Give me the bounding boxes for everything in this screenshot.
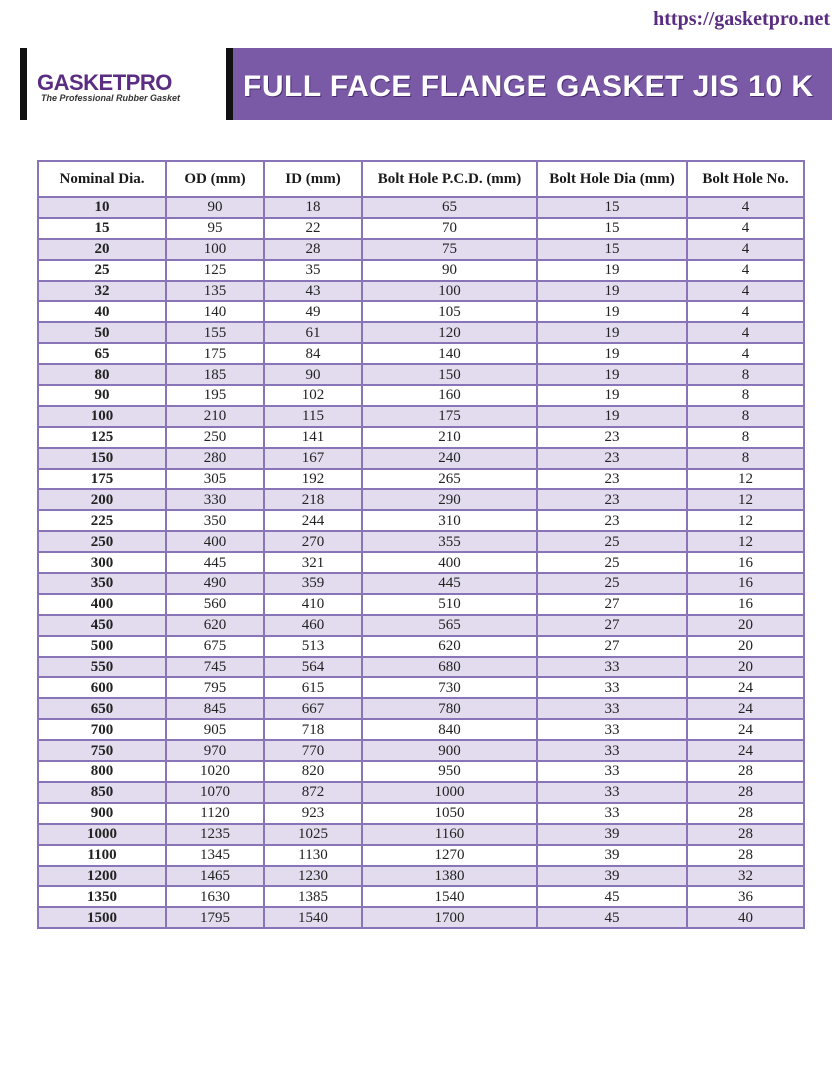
cell-bolt-hole-dia: 33 [537,761,687,782]
table-row [38,406,804,427]
table-row [38,427,804,448]
cell-od: 560 [166,594,264,615]
cell-od: 1795 [166,907,264,928]
table-row [38,698,804,719]
cell-pcd: 175 [362,406,537,427]
table-row [38,531,804,552]
table-row [38,740,804,761]
cell-pcd: 445 [362,573,537,594]
cell-od: 95 [166,218,264,239]
cell-bolt-hole-dia: 19 [537,281,687,302]
cell-id: 1230 [264,866,362,887]
cell-id: 770 [264,740,362,761]
cell-pcd: 75 [362,239,537,260]
cell-pcd: 400 [362,552,537,573]
cell-bolt-hole-dia: 39 [537,845,687,866]
cell-id: 102 [264,385,362,406]
table-row [38,489,804,510]
table-row [38,322,804,343]
cell-od: 1070 [166,782,264,803]
cell-bolt-hole-no: 4 [687,197,804,218]
table-row [38,657,804,678]
cell-id: 43 [264,281,362,302]
cell-od: 330 [166,489,264,510]
header-banner [20,48,832,120]
cell-bolt-hole-no: 16 [687,594,804,615]
cell-bolt-hole-no: 24 [687,698,804,719]
cell-nominal-dia: 150 [38,448,166,469]
cell-pcd: 680 [362,657,537,678]
table-row [38,866,804,887]
table-row [38,385,804,406]
cell-bolt-hole-no: 24 [687,719,804,740]
table-row [38,364,804,385]
cell-id: 1130 [264,845,362,866]
cell-nominal-dia: 125 [38,427,166,448]
cell-pcd: 1540 [362,886,537,907]
cell-bolt-hole-no: 28 [687,845,804,866]
cell-bolt-hole-dia: 33 [537,782,687,803]
table-row [38,218,804,239]
cell-id: 244 [264,510,362,531]
cell-bolt-hole-dia: 23 [537,427,687,448]
cell-bolt-hole-dia: 15 [537,218,687,239]
table-row [38,845,804,866]
cell-bolt-hole-dia: 19 [537,385,687,406]
cell-nominal-dia: 400 [38,594,166,615]
cell-bolt-hole-no: 24 [687,677,804,698]
cell-pcd: 65 [362,197,537,218]
cell-od: 100 [166,239,264,260]
cell-id: 141 [264,427,362,448]
table-row [38,824,804,845]
cell-od: 1235 [166,824,264,845]
cell-pcd: 1160 [362,824,537,845]
cell-pcd: 105 [362,301,537,322]
cell-pcd: 290 [362,489,537,510]
cell-pcd: 240 [362,448,537,469]
cell-id: 321 [264,552,362,573]
cell-id: 61 [264,322,362,343]
cell-od: 675 [166,636,264,657]
cell-od: 1120 [166,803,264,824]
table-row [38,803,804,824]
cell-od: 490 [166,573,264,594]
cell-bolt-hole-no: 4 [687,281,804,302]
cell-nominal-dia: 1500 [38,907,166,928]
cell-id: 84 [264,343,362,364]
cell-nominal-dia: 100 [38,406,166,427]
cell-pcd: 210 [362,427,537,448]
cell-id: 564 [264,657,362,678]
cell-nominal-dia: 900 [38,803,166,824]
cell-pcd: 730 [362,677,537,698]
cell-bolt-hole-no: 4 [687,218,804,239]
table-row [38,636,804,657]
cell-nominal-dia: 225 [38,510,166,531]
cell-id: 18 [264,197,362,218]
cell-od: 195 [166,385,264,406]
cell-bolt-hole-no: 20 [687,636,804,657]
cell-id: 359 [264,573,362,594]
cell-bolt-hole-no: 4 [687,301,804,322]
logo-brand-name: GASKETPRO [37,70,172,95]
cell-nominal-dia: 350 [38,573,166,594]
cell-bolt-hole-no: 16 [687,573,804,594]
cell-bolt-hole-no: 8 [687,427,804,448]
cell-pcd: 310 [362,510,537,531]
header-bolt-hole-no: Bolt Hole No. [687,161,804,197]
cell-od: 305 [166,469,264,490]
cell-pcd: 950 [362,761,537,782]
cell-nominal-dia: 80 [38,364,166,385]
cell-id: 923 [264,803,362,824]
cell-id: 718 [264,719,362,740]
cell-bolt-hole-no: 8 [687,406,804,427]
cell-bolt-hole-dia: 33 [537,740,687,761]
cell-id: 513 [264,636,362,657]
table-row [38,552,804,573]
table-row [38,281,804,302]
cell-pcd: 620 [362,636,537,657]
cell-id: 167 [264,448,362,469]
cell-od: 620 [166,615,264,636]
cell-bolt-hole-dia: 15 [537,197,687,218]
cell-bolt-hole-dia: 33 [537,698,687,719]
cell-bolt-hole-no: 4 [687,322,804,343]
cell-bolt-hole-no: 32 [687,866,804,887]
cell-bolt-hole-dia: 19 [537,406,687,427]
cell-bolt-hole-dia: 39 [537,866,687,887]
table-row [38,469,804,490]
cell-bolt-hole-dia: 25 [537,531,687,552]
cell-bolt-hole-dia: 27 [537,615,687,636]
header-id: ID (mm) [264,161,362,197]
cell-bolt-hole-dia: 19 [537,343,687,364]
table-header-row [38,161,804,197]
cell-nominal-dia: 175 [38,469,166,490]
table-row [38,260,804,281]
cell-pcd: 900 [362,740,537,761]
cell-id: 49 [264,301,362,322]
cell-pcd: 1270 [362,845,537,866]
cell-bolt-hole-dia: 19 [537,301,687,322]
cell-nominal-dia: 450 [38,615,166,636]
cell-od: 905 [166,719,264,740]
cell-bolt-hole-dia: 19 [537,322,687,343]
cell-od: 280 [166,448,264,469]
cell-od: 970 [166,740,264,761]
cell-pcd: 90 [362,260,537,281]
cell-id: 872 [264,782,362,803]
cell-bolt-hole-dia: 27 [537,594,687,615]
table-row [38,886,804,907]
cell-id: 667 [264,698,362,719]
cell-nominal-dia: 15 [38,218,166,239]
cell-pcd: 150 [362,364,537,385]
cell-bolt-hole-dia: 15 [537,239,687,260]
cell-nominal-dia: 50 [38,322,166,343]
cell-pcd: 100 [362,281,537,302]
cell-bolt-hole-dia: 33 [537,719,687,740]
cell-nominal-dia: 200 [38,489,166,510]
cell-nominal-dia: 500 [38,636,166,657]
cell-od: 400 [166,531,264,552]
table-row [38,719,804,740]
table-row [38,677,804,698]
table-row [38,343,804,364]
cell-bolt-hole-no: 24 [687,740,804,761]
banner-divider-left [20,48,27,120]
cell-id: 35 [264,260,362,281]
cell-bolt-hole-no: 28 [687,782,804,803]
table-body [38,197,804,928]
cell-id: 1540 [264,907,362,928]
cell-pcd: 780 [362,698,537,719]
cell-od: 250 [166,427,264,448]
cell-nominal-dia: 1100 [38,845,166,866]
cell-pcd: 1050 [362,803,537,824]
cell-nominal-dia: 10 [38,197,166,218]
cell-bolt-hole-no: 36 [687,886,804,907]
cell-bolt-hole-dia: 23 [537,510,687,531]
cell-bolt-hole-no: 20 [687,615,804,636]
cell-od: 1465 [166,866,264,887]
cell-id: 615 [264,677,362,698]
cell-nominal-dia: 300 [38,552,166,573]
cell-bolt-hole-dia: 19 [537,364,687,385]
cell-od: 1345 [166,845,264,866]
cell-od: 125 [166,260,264,281]
cell-od: 185 [166,364,264,385]
cell-bolt-hole-dia: 25 [537,573,687,594]
cell-bolt-hole-no: 12 [687,510,804,531]
cell-id: 820 [264,761,362,782]
cell-nominal-dia: 25 [38,260,166,281]
cell-bolt-hole-no: 8 [687,385,804,406]
cell-pcd: 565 [362,615,537,636]
logo-tagline: The Professional Rubber Gasket [41,93,181,103]
cell-bolt-hole-no: 8 [687,364,804,385]
table-row [38,197,804,218]
cell-bolt-hole-no: 28 [687,803,804,824]
cell-pcd: 840 [362,719,537,740]
cell-bolt-hole-dia: 33 [537,803,687,824]
cell-pcd: 160 [362,385,537,406]
cell-bolt-hole-no: 8 [687,448,804,469]
cell-id: 1385 [264,886,362,907]
cell-nominal-dia: 1200 [38,866,166,887]
cell-bolt-hole-dia: 23 [537,469,687,490]
cell-id: 460 [264,615,362,636]
brand-logo [27,48,226,120]
cell-od: 1630 [166,886,264,907]
cell-nominal-dia: 550 [38,657,166,678]
cell-od: 1020 [166,761,264,782]
cell-nominal-dia: 650 [38,698,166,719]
cell-bolt-hole-no: 40 [687,907,804,928]
cell-pcd: 1000 [362,782,537,803]
cell-id: 22 [264,218,362,239]
cell-bolt-hole-no: 12 [687,489,804,510]
website-url[interactable]: https://gasketpro.net [653,8,830,30]
cell-pcd: 1700 [362,907,537,928]
cell-bolt-hole-dia: 33 [537,657,687,678]
cell-nominal-dia: 700 [38,719,166,740]
table-row [38,782,804,803]
cell-id: 115 [264,406,362,427]
cell-nominal-dia: 1000 [38,824,166,845]
cell-bolt-hole-dia: 25 [537,552,687,573]
table-row [38,510,804,531]
cell-nominal-dia: 20 [38,239,166,260]
cell-bolt-hole-dia: 45 [537,886,687,907]
cell-id: 410 [264,594,362,615]
cell-od: 175 [166,343,264,364]
cell-nominal-dia: 250 [38,531,166,552]
cell-id: 192 [264,469,362,490]
table-row [38,907,804,928]
cell-od: 350 [166,510,264,531]
cell-bolt-hole-dia: 33 [537,677,687,698]
cell-pcd: 510 [362,594,537,615]
cell-od: 90 [166,197,264,218]
cell-bolt-hole-no: 4 [687,343,804,364]
cell-bolt-hole-no: 4 [687,239,804,260]
cell-pcd: 140 [362,343,537,364]
cell-id: 1025 [264,824,362,845]
cell-pcd: 1380 [362,866,537,887]
table-row [38,448,804,469]
header-od: OD (mm) [166,161,264,197]
cell-nominal-dia: 850 [38,782,166,803]
table-row [38,761,804,782]
cell-od: 135 [166,281,264,302]
cell-od: 795 [166,677,264,698]
cell-od: 845 [166,698,264,719]
cell-id: 218 [264,489,362,510]
cell-bolt-hole-no: 16 [687,552,804,573]
cell-bolt-hole-dia: 45 [537,907,687,928]
table-row [38,594,804,615]
cell-bolt-hole-no: 12 [687,531,804,552]
table-row [38,239,804,260]
cell-nominal-dia: 750 [38,740,166,761]
cell-bolt-hole-no: 20 [687,657,804,678]
cell-bolt-hole-no: 28 [687,761,804,782]
table-row [38,301,804,322]
cell-bolt-hole-dia: 39 [537,824,687,845]
cell-od: 210 [166,406,264,427]
table-row [38,615,804,636]
cell-od: 155 [166,322,264,343]
cell-pcd: 120 [362,322,537,343]
cell-nominal-dia: 40 [38,301,166,322]
cell-nominal-dia: 65 [38,343,166,364]
cell-od: 140 [166,301,264,322]
table-row [38,573,804,594]
page-title: FULL FACE FLANGE GASKET JIS 10 K [243,70,814,103]
cell-nominal-dia: 32 [38,281,166,302]
cell-nominal-dia: 90 [38,385,166,406]
cell-bolt-hole-no: 4 [687,260,804,281]
cell-pcd: 265 [362,469,537,490]
cell-bolt-hole-no: 28 [687,824,804,845]
header-bolt-hole-dia: Bolt Hole Dia (mm) [537,161,687,197]
cell-id: 270 [264,531,362,552]
title-box [233,48,832,120]
cell-bolt-hole-no: 12 [687,469,804,490]
gasket-spec-table [37,160,805,929]
cell-pcd: 355 [362,531,537,552]
cell-nominal-dia: 1350 [38,886,166,907]
header-nominal-dia: Nominal Dia. [38,161,166,197]
cell-od: 745 [166,657,264,678]
cell-nominal-dia: 600 [38,677,166,698]
cell-bolt-hole-dia: 23 [537,448,687,469]
cell-bolt-hole-dia: 27 [537,636,687,657]
cell-pcd: 70 [362,218,537,239]
banner-divider-mid [226,48,233,120]
header-pcd: Bolt Hole P.C.D. (mm) [362,161,537,197]
cell-nominal-dia: 800 [38,761,166,782]
cell-id: 28 [264,239,362,260]
cell-bolt-hole-dia: 23 [537,489,687,510]
cell-od: 445 [166,552,264,573]
cell-bolt-hole-dia: 19 [537,260,687,281]
cell-id: 90 [264,364,362,385]
